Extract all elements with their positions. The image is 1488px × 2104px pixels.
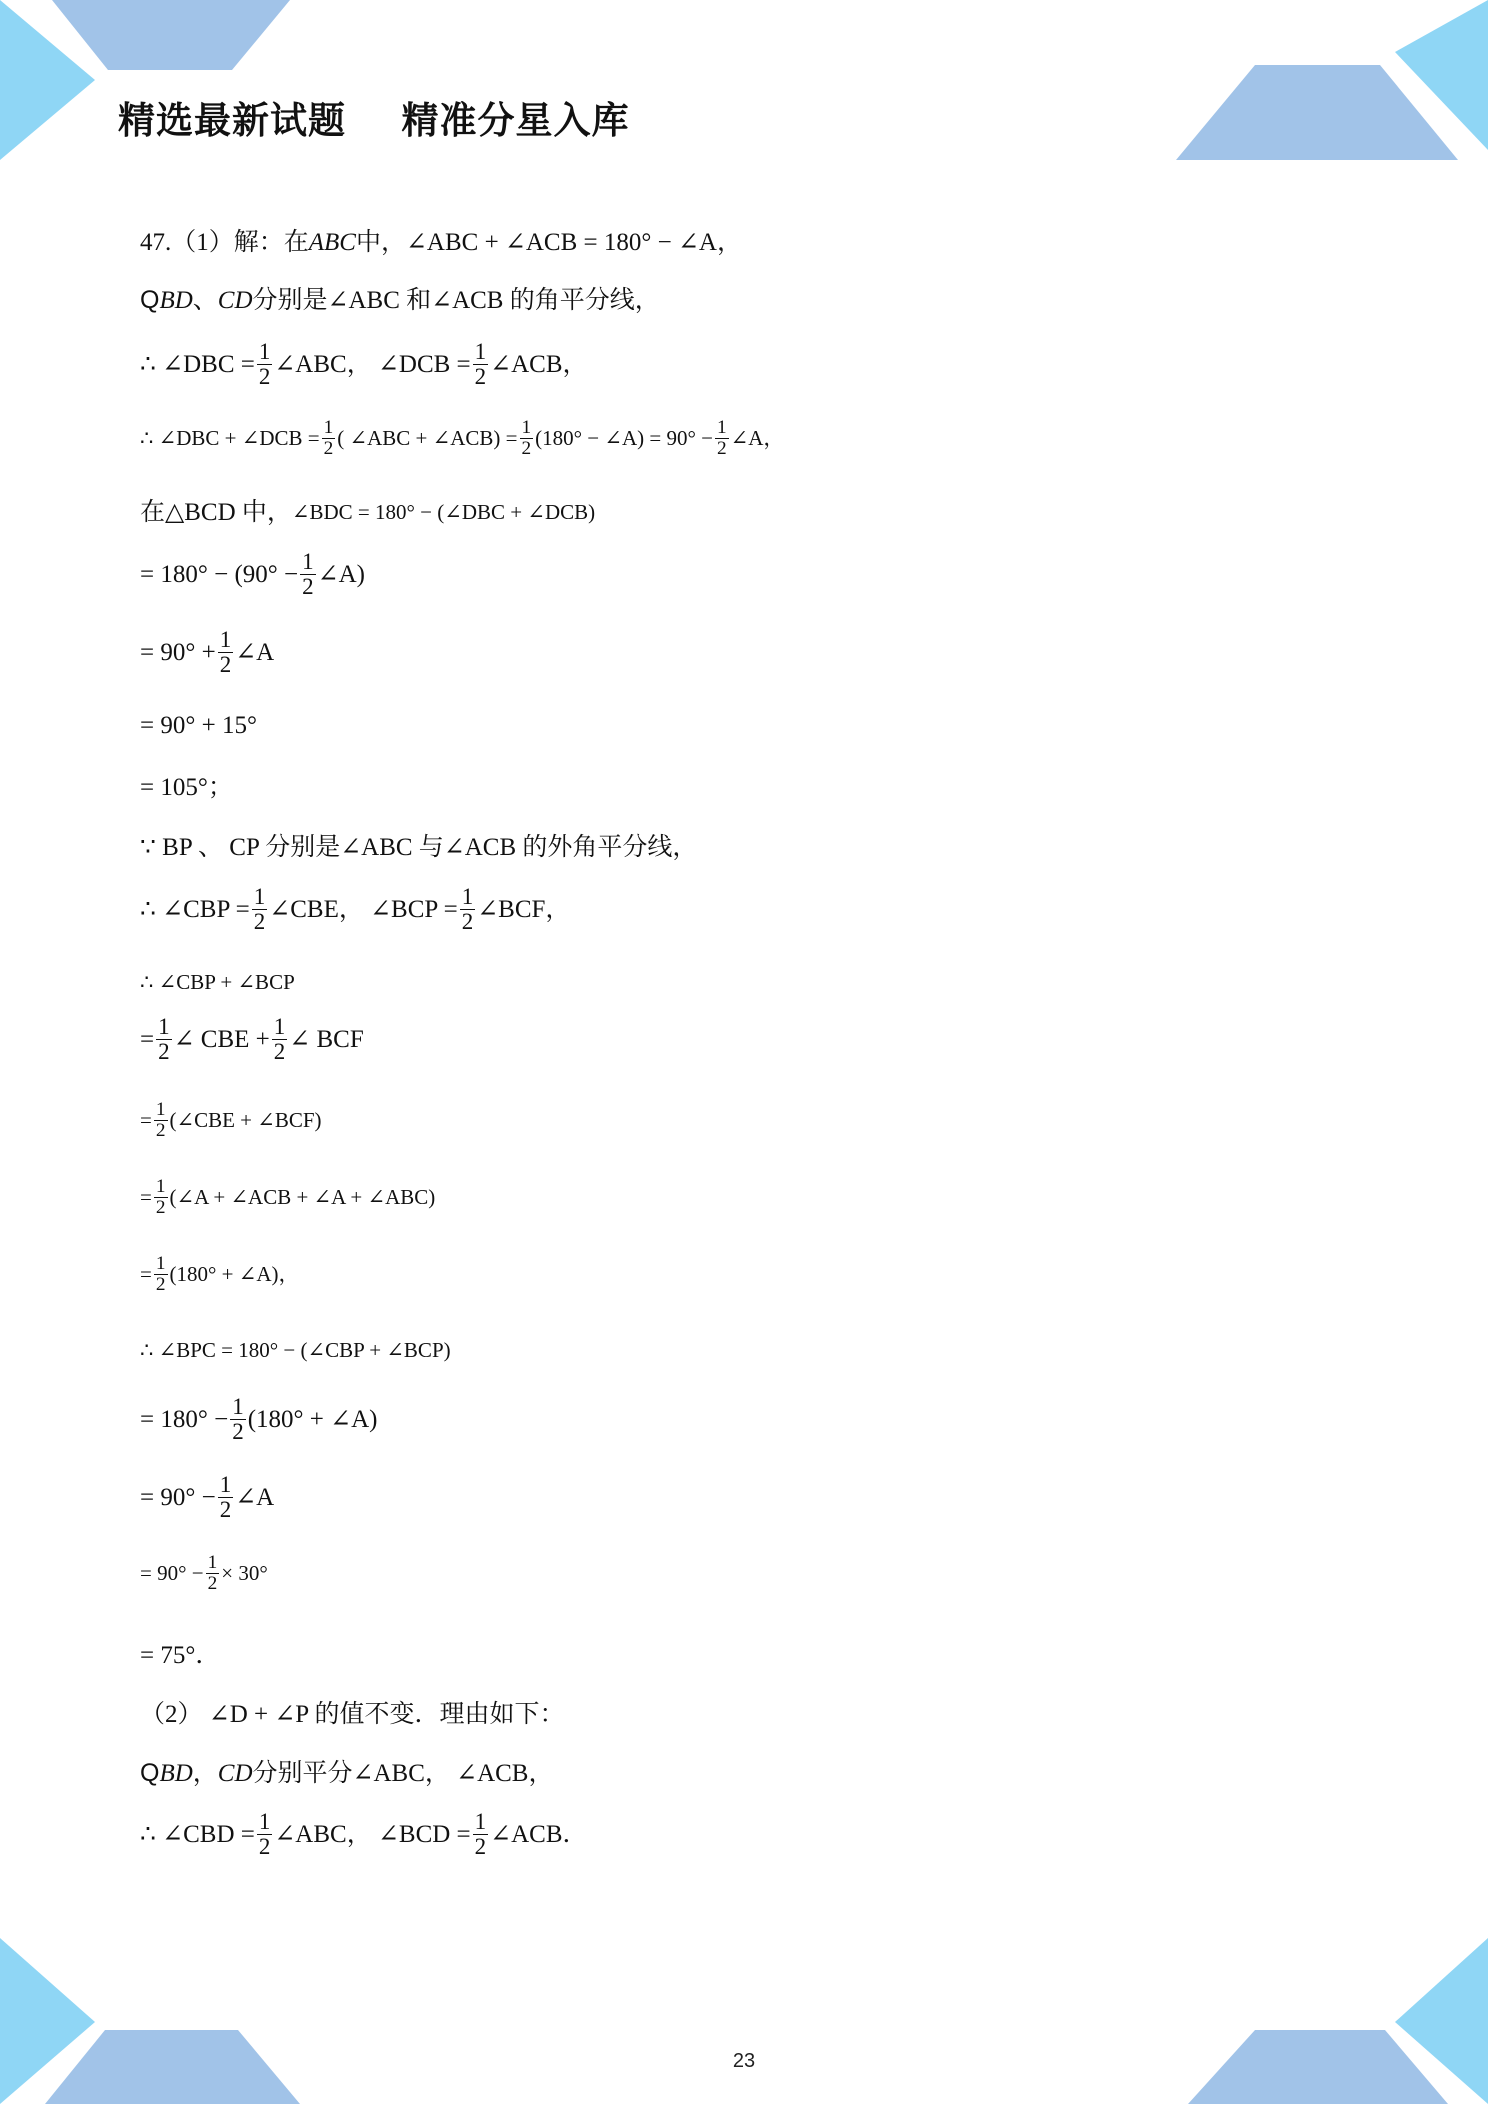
fraction-denominator: 2 bbox=[716, 438, 727, 460]
fraction bbox=[154, 1100, 168, 1142]
line-text: 分别平分∠ABC， ∠ACB， bbox=[252, 1760, 554, 1787]
fraction bbox=[154, 1177, 168, 1219]
fraction-numerator: 1 bbox=[716, 417, 727, 438]
fraction bbox=[473, 340, 489, 389]
line-text: Q bbox=[140, 286, 160, 314]
fraction-denominator: 2 bbox=[258, 364, 271, 390]
line-text: ∠ BCF bbox=[289, 1026, 364, 1054]
line-text: 、 bbox=[192, 287, 218, 314]
line-text: = 90° − bbox=[140, 1561, 204, 1586]
fraction bbox=[252, 885, 268, 934]
line-expr: ABC bbox=[308, 229, 356, 256]
line-text: ∠ CBE + bbox=[173, 1026, 270, 1054]
line-text: ∴ ∠CBD = bbox=[140, 1821, 255, 1849]
line-text: 在△BCD 中， bbox=[140, 499, 292, 526]
solution-line bbox=[140, 1100, 322, 1142]
fraction bbox=[322, 418, 336, 460]
line-text: ∠ACB． bbox=[490, 1821, 588, 1849]
line-text: (180° + ∠A)， bbox=[169, 1262, 300, 1287]
solution-line bbox=[140, 418, 784, 460]
fraction-denominator: 2 bbox=[461, 909, 474, 935]
fraction-numerator: 1 bbox=[258, 339, 271, 364]
line-text: ∠A bbox=[235, 639, 275, 667]
fraction bbox=[218, 1473, 234, 1522]
line-text: ∵ BP 、 CP 分别是∠ABC 与∠ACB 的外角平分线， bbox=[140, 834, 698, 861]
line-text: (180° + ∠A) bbox=[247, 1406, 378, 1434]
fraction-numerator: 1 bbox=[474, 339, 487, 364]
line-text: 47.（1）解：在 bbox=[140, 229, 309, 256]
line-text: ∴ ∠DBC + ∠DCB = bbox=[140, 426, 320, 451]
line-text: ， bbox=[192, 1760, 218, 1787]
line-text: = bbox=[140, 1108, 152, 1133]
fraction-numerator: 1 bbox=[521, 417, 532, 438]
fraction bbox=[257, 340, 273, 389]
line-text: ∠ABC， ∠BCD = bbox=[274, 1821, 471, 1849]
fraction-denominator: 2 bbox=[474, 364, 487, 390]
fraction-numerator: 1 bbox=[323, 417, 334, 438]
top-right-trapezoid bbox=[1176, 65, 1458, 160]
fraction-denominator: 2 bbox=[232, 1419, 244, 1445]
solution-line bbox=[140, 288, 660, 313]
solution-line bbox=[140, 885, 570, 934]
fraction-numerator: 1 bbox=[273, 1014, 286, 1039]
page-number: 23 bbox=[732, 2050, 756, 2072]
fraction bbox=[300, 550, 316, 599]
fraction-numerator: 1 bbox=[155, 1176, 166, 1197]
fraction-denominator: 2 bbox=[273, 1039, 286, 1065]
line-text: ∠BCF， bbox=[477, 896, 571, 924]
fraction bbox=[272, 1015, 288, 1064]
fraction-denominator: 2 bbox=[323, 438, 334, 460]
fraction bbox=[460, 885, 476, 934]
line-text: (∠A + ∠ACB + ∠A + ∠ABC) bbox=[169, 1185, 436, 1210]
line-expr: CD bbox=[217, 287, 253, 314]
fraction bbox=[218, 628, 234, 677]
fraction-denominator: 2 bbox=[219, 652, 232, 678]
line-text: (∠CBE + ∠BCF) bbox=[169, 1108, 322, 1133]
line-text: ∴ ∠CBP = bbox=[140, 896, 250, 924]
fraction-numerator: 1 bbox=[219, 627, 232, 652]
line-text: ( ∠ABC + ∠ACB) = bbox=[337, 426, 518, 451]
solution-line bbox=[140, 1473, 274, 1522]
top-right-triangle bbox=[1395, 0, 1488, 150]
solution-line bbox=[140, 230, 742, 255]
fraction bbox=[257, 1810, 273, 1859]
line-expr: BD bbox=[159, 1760, 193, 1787]
fraction bbox=[206, 1553, 220, 1595]
fraction bbox=[230, 1395, 246, 1444]
solution-line bbox=[140, 1810, 588, 1859]
fraction bbox=[156, 1015, 172, 1064]
solution-line bbox=[140, 1553, 268, 1595]
solution-line bbox=[140, 628, 274, 677]
line-text: = bbox=[140, 1262, 152, 1287]
line-text: = 75°． bbox=[140, 1642, 221, 1669]
fraction-numerator: 1 bbox=[461, 884, 474, 909]
solution-line bbox=[140, 972, 295, 993]
line-text: （2） ∠D + ∠P 的值不变．理由如下： bbox=[140, 1701, 565, 1728]
fraction-denominator: 2 bbox=[155, 1197, 166, 1219]
solution-line bbox=[140, 550, 365, 599]
fraction-numerator: 1 bbox=[155, 1253, 166, 1274]
solution-line bbox=[140, 500, 595, 525]
line-text: 中，∠ABC + ∠ACB = 180° − ∠A， bbox=[355, 229, 742, 256]
fraction-denominator: 2 bbox=[258, 1834, 271, 1860]
line-text: ∠ABC， ∠DCB = bbox=[274, 351, 471, 379]
line-text: = 180° − (90° − bbox=[140, 561, 299, 589]
line-text: = 180° − bbox=[140, 1406, 229, 1434]
fraction-numerator: 1 bbox=[155, 1099, 166, 1120]
line-expr: CD bbox=[217, 1760, 253, 1787]
top-left-trapezoid bbox=[52, 0, 290, 70]
line-expr: BD bbox=[159, 287, 193, 314]
line-text: 分别是∠ABC 和∠ACB 的角平分线， bbox=[252, 287, 660, 314]
fraction-numerator: 1 bbox=[232, 1394, 244, 1419]
line-text: (180° − ∠A) = 90° − bbox=[535, 426, 713, 451]
solution-line bbox=[140, 1177, 435, 1219]
bottom-right-triangle bbox=[1395, 1938, 1488, 2104]
solution-line bbox=[140, 1643, 220, 1668]
line-text: ∴ ∠CBP + ∠BCP bbox=[140, 970, 295, 994]
fraction-denominator: 2 bbox=[155, 1274, 166, 1296]
solution-line bbox=[140, 1395, 377, 1444]
solution-line bbox=[140, 1761, 553, 1786]
line-text: ∠ACB， bbox=[490, 351, 588, 379]
solution-line bbox=[140, 1340, 451, 1361]
top-left-triangle bbox=[0, 0, 95, 160]
fraction bbox=[154, 1254, 168, 1296]
line-text: ∠A， bbox=[730, 426, 785, 451]
solution-line bbox=[140, 775, 233, 800]
line-text: = bbox=[140, 1026, 155, 1054]
line-text: ∠CBE， ∠BCP = bbox=[269, 896, 458, 924]
line-text: ∠A) bbox=[317, 561, 365, 589]
fraction bbox=[520, 418, 534, 460]
fraction-numerator: 1 bbox=[258, 1809, 271, 1834]
solution-line bbox=[140, 1015, 364, 1064]
line-text: ∴ ∠BPC = 180° − (∠CBP + ∠BCP) bbox=[140, 1338, 451, 1362]
solution-line bbox=[140, 340, 588, 389]
fraction-denominator: 2 bbox=[302, 574, 314, 600]
fraction-denominator: 2 bbox=[253, 909, 266, 935]
bottom-left-triangle bbox=[0, 1938, 95, 2104]
line-text: ∠A bbox=[235, 1484, 275, 1512]
fraction-denominator: 2 bbox=[521, 438, 532, 460]
solution-line bbox=[140, 713, 257, 738]
header-title: 精选最新试题 精准分星入库 bbox=[118, 99, 630, 142]
fraction-denominator: 2 bbox=[474, 1834, 487, 1860]
solution-line bbox=[140, 1254, 300, 1296]
fraction-numerator: 1 bbox=[207, 1552, 218, 1573]
fraction bbox=[473, 1810, 489, 1859]
fraction-denominator: 2 bbox=[158, 1039, 170, 1065]
fraction bbox=[715, 418, 729, 460]
solution-line bbox=[140, 1702, 565, 1727]
fraction-denominator: 2 bbox=[219, 1497, 232, 1523]
line-text: = bbox=[140, 1185, 152, 1210]
fraction-numerator: 1 bbox=[474, 1809, 487, 1834]
line-text: = 105°； bbox=[140, 774, 233, 801]
fraction-numerator: 1 bbox=[302, 549, 314, 574]
solution-line bbox=[140, 835, 697, 860]
line-text: ∴ ∠DBC = bbox=[140, 351, 255, 379]
line-text: Q bbox=[140, 1759, 160, 1787]
line-text: = 90° − bbox=[140, 1484, 216, 1512]
line-text: = 90° + bbox=[140, 639, 216, 667]
line-text: × 30° bbox=[221, 1561, 268, 1586]
fraction-denominator: 2 bbox=[207, 1573, 218, 1595]
fraction-denominator: 2 bbox=[155, 1120, 166, 1142]
line-text: ∠BDC = 180° − (∠DBC + ∠DCB) bbox=[291, 500, 596, 524]
line-text: = 90° + 15° bbox=[140, 712, 257, 739]
fraction-numerator: 1 bbox=[219, 1472, 232, 1497]
fraction-numerator: 1 bbox=[158, 1014, 170, 1039]
fraction-numerator: 1 bbox=[253, 884, 266, 909]
